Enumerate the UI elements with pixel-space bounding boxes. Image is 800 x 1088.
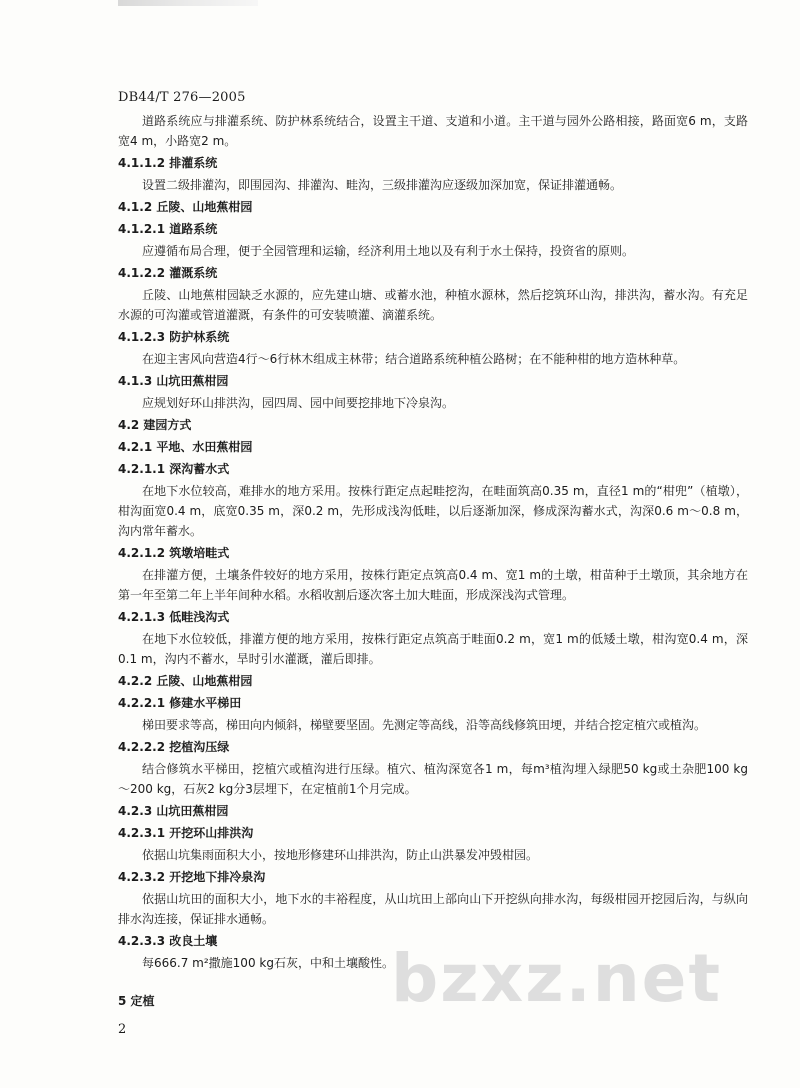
section-heading: 4.2.2.2 挖植沟压绿 xyxy=(118,740,230,754)
paragraph: 在地下水位较高，难排水的地方采用。按株行距定点起畦挖沟，在畦面筑高0.35 m，直径1 m的“柑兜”（植墩），柑沟面宽0.4 m，底宽0.35 m，深0.2 m，先形成浅沟低畦，以后逐渐加深，修成深沟蓄水式，沟深0.6 m～0.8 m，沟内常年蓄水。 xyxy=(118,484,748,538)
section-heading: 4.2 建园方式 xyxy=(118,418,192,432)
paragraph: 应遵循布局合理，便于全园管理和运输，经济利用土地以及有利于水土保持，投资省的原则。 xyxy=(142,244,635,258)
paragraph: 在排灌方便，土壤条件较好的地方采用，按株行距定点筑高0.4 m、宽1 m的土墩，柑苗种于土墩顶，其余地方在第一年至第二年上半年间种水稻。水稻收割后逐次客土加大畦面，形成深浅沟式管理。 xyxy=(118,568,748,602)
section-heading: 4.1.1.2 排灌系统 xyxy=(118,156,218,170)
scan-smudge xyxy=(118,0,258,6)
section-heading: 4.1.2.3 防护林系统 xyxy=(118,330,230,344)
paragraph: 每666.7 m²撒施100 kg石灰，中和土壤酸性。 xyxy=(142,956,394,970)
section-heading: 4.2.1.2 筑墩培畦式 xyxy=(118,546,230,560)
document-body xyxy=(118,111,748,1013)
section-heading: 4.2.1.1 深沟蓄水式 xyxy=(118,462,230,476)
paragraph: 丘陵、山地蕉柑园缺乏水源的，应先建山塘、或蓄水池，种植水源林，然后挖筑环山沟，排洪沟，蓄水沟。有充足水源的可沟灌或管道灌溉，有条件的可安装喷灌、滴灌系统。 xyxy=(118,288,748,322)
section-heading: 4.2.3 山坑田蕉柑园 xyxy=(118,804,229,818)
document-code: DB44/T 276—2005 xyxy=(118,90,246,105)
paragraph: 在迎主害风向营造4行～6行林木组成主林带；结合道路系统种植公路树；在不能种柑的地方造林种草。 xyxy=(142,352,686,366)
section-heading: 5 定植 xyxy=(118,994,155,1008)
section-heading: 4.2.2 丘陵、山地蕉柑园 xyxy=(118,674,253,688)
paragraph: 依据山坑集雨面积大小，按地形修建环山排洪沟，防止山洪暴发冲毁柑园。 xyxy=(142,848,539,862)
section-heading: 4.2.1.3 低畦浅沟式 xyxy=(118,610,230,624)
section-heading: 4.1.3 山坑田蕉柑园 xyxy=(118,374,229,388)
section-heading: 4.2.3.2 开挖地下排冷泉沟 xyxy=(118,870,266,884)
paragraph: 依据山坑田的面积大小，地下水的丰裕程度，从山坑田上部向山下开挖纵向排水沟，每级柑园开挖园后沟，与纵向排水沟连接，保证排水通畅。 xyxy=(118,892,748,926)
section-heading: 4.1.2.1 道路系统 xyxy=(118,222,218,236)
paragraph: 结合修筑水平梯田，挖植穴或植沟进行压绿。植穴、植沟深宽各1 m，每m³植沟埋入绿肥50 kg或土杂肥100 kg～200 kg，石灰2 kg分3层埋下，在定植前1个月完成。 xyxy=(118,762,748,796)
paragraph: 应规划好环山排洪沟，园四周、园中间要挖排地下冷泉沟。 xyxy=(142,396,455,410)
paragraph: 在地下水位较低，排灌方便的地方采用，按株行距定点筑高于畦面0.2 m，宽1 m的低矮土墩，柑沟宽0.4 m，深0.1 m，沟内不蓄水，旱时引水灌溉，灌后即排。 xyxy=(118,632,748,666)
paragraph: 道路系统应与排灌系统、防护林系统结合，设置主干道、支道和小道。主干道与园外公路相接，路面宽6 m，支路宽4 m，小路宽2 m。 xyxy=(118,114,748,148)
page-number: 2 xyxy=(118,1022,127,1037)
section-heading: 4.2.1 平地、水田蕉柑园 xyxy=(118,440,253,454)
section-heading: 4.1.2 丘陵、山地蕉柑园 xyxy=(118,200,253,214)
section-heading: 4.1.2.2 灌溉系统 xyxy=(118,266,218,280)
paragraph: 梯田要求等高，梯田向内倾斜，梯壁要坚固。先测定等高线，沿等高线修筑田埂，并结合挖定植穴或植沟。 xyxy=(142,718,707,732)
section-heading: 4.2.3.3 改良土壤 xyxy=(118,934,218,948)
paragraph: 设置二级排灌沟，即围园沟、排灌沟、畦沟，三级排灌沟应逐级加深加宽，保证排灌通畅。 xyxy=(142,178,623,192)
section-heading: 4.2.2.1 修建水平梯田 xyxy=(118,696,242,710)
section-heading: 4.2.3.1 开挖环山排洪沟 xyxy=(118,826,254,840)
watermark: bzxz.net xyxy=(390,940,722,1017)
